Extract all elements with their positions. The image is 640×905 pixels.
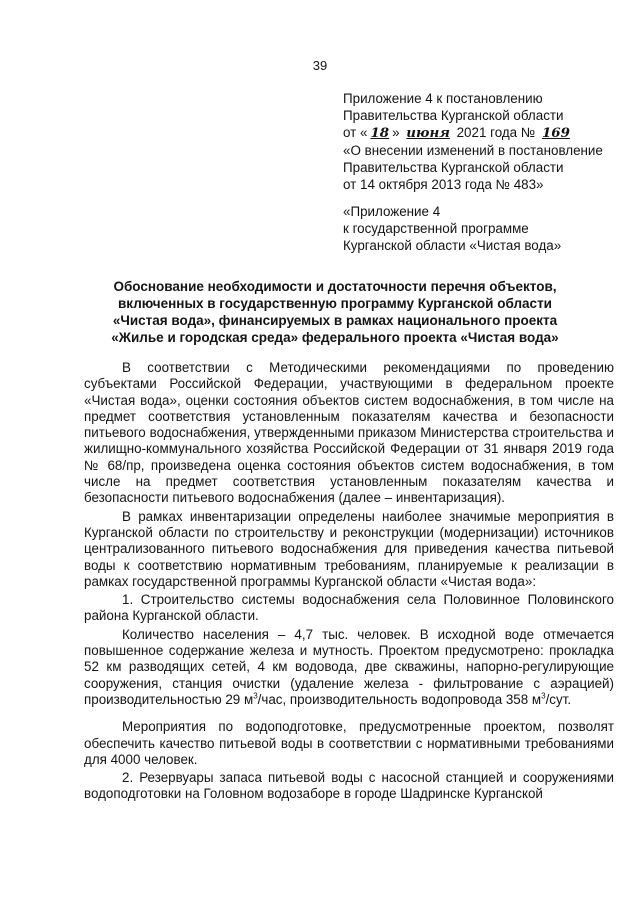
paragraph-methodology: В соответствии с Методическими рекомендациями по проведению субъектами Российской Федерации, участвующими в федеральном проекте «Чистая вода», оценки состояния объектов систем водоснабжения, в том числе на предмет соответствия установленным показателям качества и безопасности питьевого водоснабжения, утвержденными приказом Министерства строительства и жилищно-коммунального хозяйства Российской Федерации от 31 января 2019 года № 68/пр, произведена оценка состояния объектов систем водоснабжения, в том числе на предмет соответствия установленным показателям качества и безопасности питьевого водоснабжения (далее – инвентаризация).	[84, 360, 614, 506]
population-text: Количество населения – 4,7 тыс. человек. В исходной воде отмечается повышенное содержание железа и мутность. Проектом предусмотрено: прокладка 52 км разводящих сетей, 4 км водовода, две скважины, напорно-регулирующие сооружения, станция очистки (удаление железа - фильтрование с аэрацией) производительностью 29 м	[84, 626, 614, 707]
appendix-line-4: «О внесении изменений в постановление	[343, 143, 603, 158]
handwritten-day: 18	[370, 125, 390, 141]
title-line-3: «Чистая вода», финансируемых в рамках национального проекта	[112, 313, 558, 328]
population-text-end: /сут.	[545, 691, 572, 707]
program-appendix-line-2: к государственной программе	[343, 221, 529, 236]
paragraph-item-1: 1. Строительство системы водоснабжения села Половинное Половинского района Курганской области.	[84, 592, 614, 624]
program-appendix-line-3: Курганской области «Чистая вода»	[343, 238, 562, 253]
appendix-line-6: от 14 октября 2013 года № 483»	[343, 177, 544, 192]
paragraph-water-treatment: Мероприятия по водоподготовке, предусмотренные проектом, позволят обеспечить качество питьевой воды в соответствии с нормативными требованиями для 4000 человек.	[84, 719, 614, 767]
title-line-2: включенных в государственную программу Курганской области	[118, 296, 552, 311]
handwritten-doc-number: 169	[541, 125, 570, 141]
appendix-date-line	[343, 124, 628, 142]
date-mid: »	[392, 125, 400, 140]
title-line-4: «Жилье и городская среда» федерального проекта «Чистая вода»	[111, 330, 559, 345]
appendix-line-2: Правительства Курганской области	[343, 108, 564, 123]
paragraph-population	[84, 627, 614, 708]
appendix-line-1: Приложение 4 к постановлению	[343, 91, 543, 106]
paragraph-inventory: В рамках инвентаризации определены наиболее значимые мероприятия в Курганской области по строительству и реконструкции (модернизации) источников централизованного питьевого водоснабжения для приведения качества питьевой воды к соответствию нормативным требованиям, планируемые к реализации в рамках государственной программы Курганской области «Чистая вода»:	[84, 508, 614, 589]
appendix-line-5: Правительства Курганской области	[343, 160, 564, 175]
appendix-header	[343, 90, 628, 193]
title-line-1: Обоснование необходимости и достаточности перечня объектов,	[113, 279, 557, 294]
handwritten-month: июня	[406, 125, 450, 141]
document-body	[84, 360, 614, 805]
program-appendix-header	[343, 203, 628, 254]
program-appendix-line-1: «Приложение 4	[343, 204, 441, 219]
document-title	[82, 278, 588, 346]
date-prefix: от «	[343, 125, 368, 140]
paragraph-item-2: 2. Резервуары запаса питьевой воды с насосной станцией и сооружениями водоподготовки на Головном водозаборе в городе Шадринске Курганской	[84, 770, 614, 802]
superscript-cubic-1: 3	[253, 691, 258, 701]
population-text-mid: /час, производительность водопровода 358 м	[257, 691, 542, 707]
superscript-cubic-2: 3	[541, 691, 546, 701]
page-number: 39	[312, 58, 328, 73]
date-year: 2021 года №	[456, 125, 536, 140]
